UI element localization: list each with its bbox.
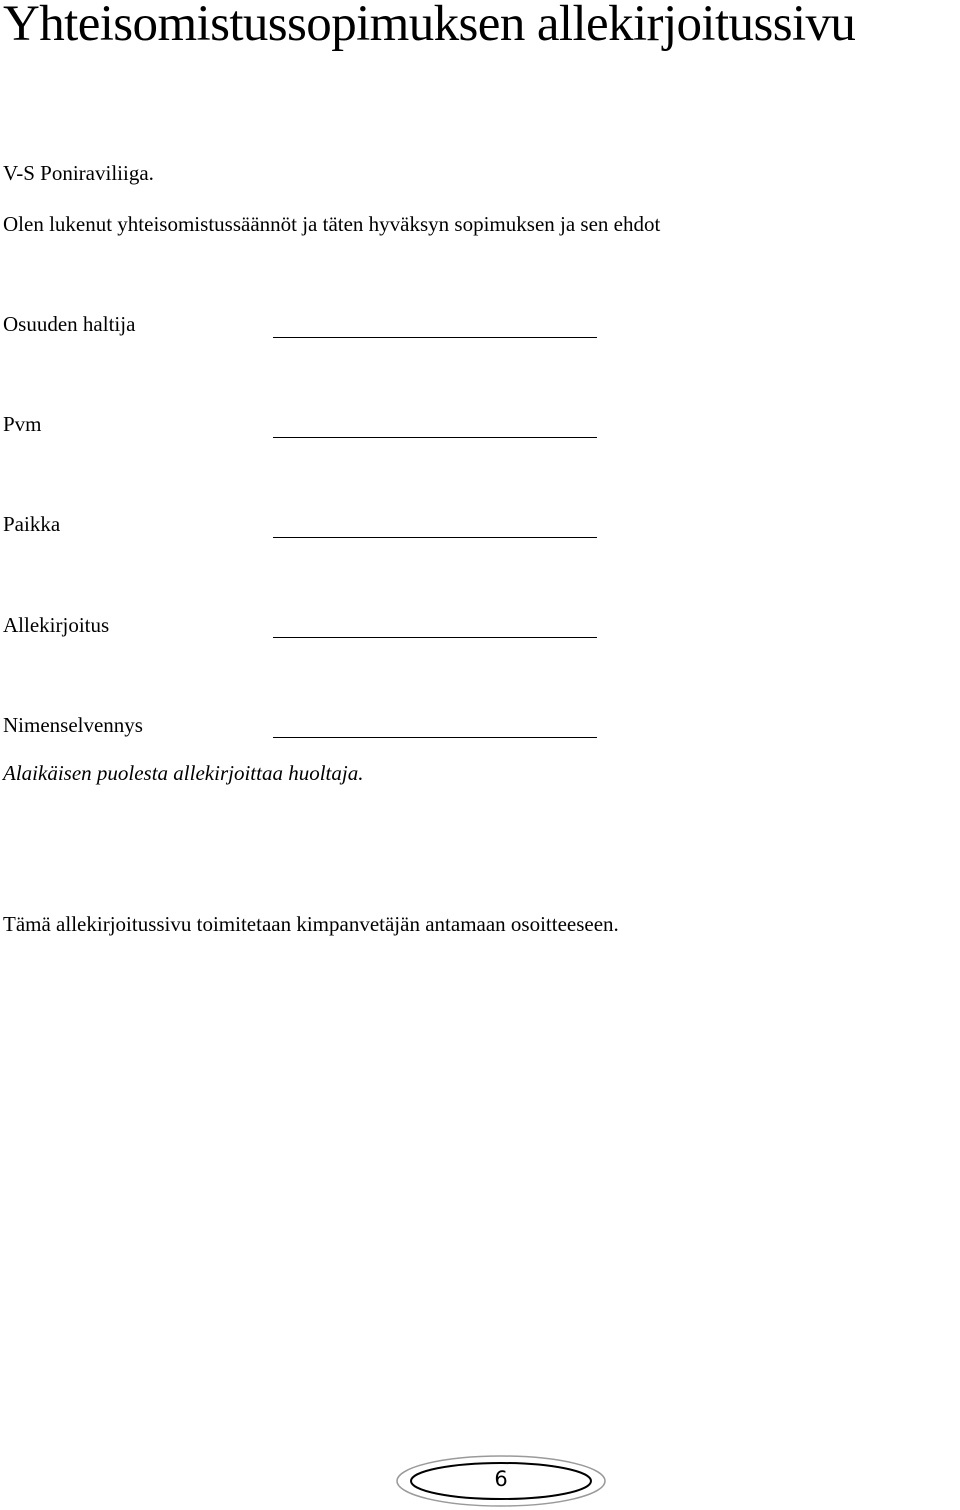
field-label-name-clarification: Nimenselvennys [3, 713, 143, 737]
organization-name: V-S Poniraviliiga. [3, 161, 154, 185]
page-number: 6 [494, 1467, 508, 1491]
field-line-signature[interactable] [273, 637, 597, 638]
field-label-signature: Allekirjoitus [3, 613, 110, 637]
field-line-share-holder[interactable] [273, 337, 597, 338]
field-line-name-clarification[interactable] [273, 737, 597, 738]
page-title: Yhteisomistussopimuksen allekirjoitussivu [3, 0, 856, 52]
field-label-date: Pvm [3, 412, 42, 436]
field-line-place[interactable] [273, 537, 597, 538]
field-label-place: Paikka [3, 512, 61, 536]
field-label-share-holder: Osuuden haltija [3, 312, 136, 336]
delivery-note: Tämä allekirjoitussivu toimitetaan kimpanvetäjän antamaan osoitteeseen. [3, 912, 619, 936]
guardian-note: Alaikäisen puolesta allekirjoittaa huoltaja. [3, 761, 364, 785]
field-line-date[interactable] [273, 437, 597, 438]
agreement-statement: Olen lukenut yhteisomistussäännöt ja täten hyväksyn sopimuksen ja sen ehdot [3, 212, 661, 236]
